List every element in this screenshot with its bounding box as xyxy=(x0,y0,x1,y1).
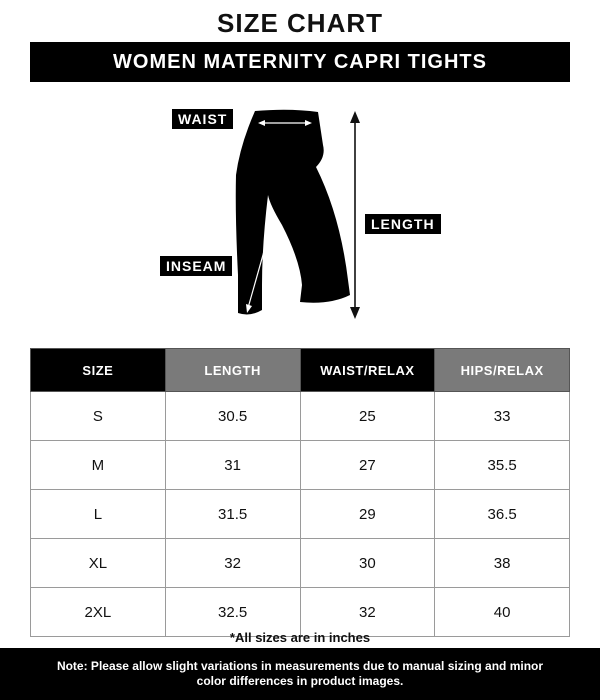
cell-length: 32.5 xyxy=(165,588,300,637)
disclaimer-bar xyxy=(0,648,600,700)
cell-length: 30.5 xyxy=(165,392,300,441)
measurement-figure xyxy=(0,95,600,335)
product-title: WOMEN MATERNITY CAPRI TIGHTS xyxy=(113,50,487,73)
column-header-size: SIZE xyxy=(31,349,166,392)
cell-hips: 40 xyxy=(435,588,570,637)
size-table xyxy=(30,348,570,637)
cell-hips: 36.5 xyxy=(435,490,570,539)
cell-hips: 35.5 xyxy=(435,441,570,490)
cell-length: 31.5 xyxy=(165,490,300,539)
column-header-length: LENGTH xyxy=(165,349,300,392)
cell-length: 32 xyxy=(165,539,300,588)
cell-hips: 38 xyxy=(435,539,570,588)
cell-hips: 33 xyxy=(435,392,570,441)
waist-label: WAIST xyxy=(172,109,233,129)
cell-length: 31 xyxy=(165,441,300,490)
inseam-label: INSEAM xyxy=(160,256,232,276)
cell-waist: 27 xyxy=(300,441,435,490)
cell-waist: 32 xyxy=(300,588,435,637)
cell-size: M xyxy=(31,441,166,490)
cell-size: 2XL xyxy=(31,588,166,637)
column-header-hips: HIPS/RELAX xyxy=(435,349,570,392)
table-row xyxy=(31,539,570,588)
units-footnote: *All sizes are in inches xyxy=(229,630,371,645)
cell-size: S xyxy=(31,392,166,441)
table-row xyxy=(31,392,570,441)
capri-tights-silhouette-icon xyxy=(0,95,600,335)
cell-waist: 30 xyxy=(300,539,435,588)
product-title-bar xyxy=(30,42,570,82)
table-row xyxy=(31,490,570,539)
cell-size: L xyxy=(31,490,166,539)
cell-size: XL xyxy=(31,539,166,588)
length-label: LENGTH xyxy=(365,214,441,234)
table-row xyxy=(31,441,570,490)
cell-waist: 29 xyxy=(300,490,435,539)
table-header-row xyxy=(31,349,570,392)
cell-waist: 25 xyxy=(300,392,435,441)
column-header-waist: WAIST/RELAX xyxy=(300,349,435,392)
disclaimer-text: Note: Please allow slight variations in measurements due to manual sizing and minor color differences in product images. xyxy=(56,659,544,688)
tights-silhouette xyxy=(236,110,350,315)
page-title: SIZE CHART xyxy=(217,8,383,38)
